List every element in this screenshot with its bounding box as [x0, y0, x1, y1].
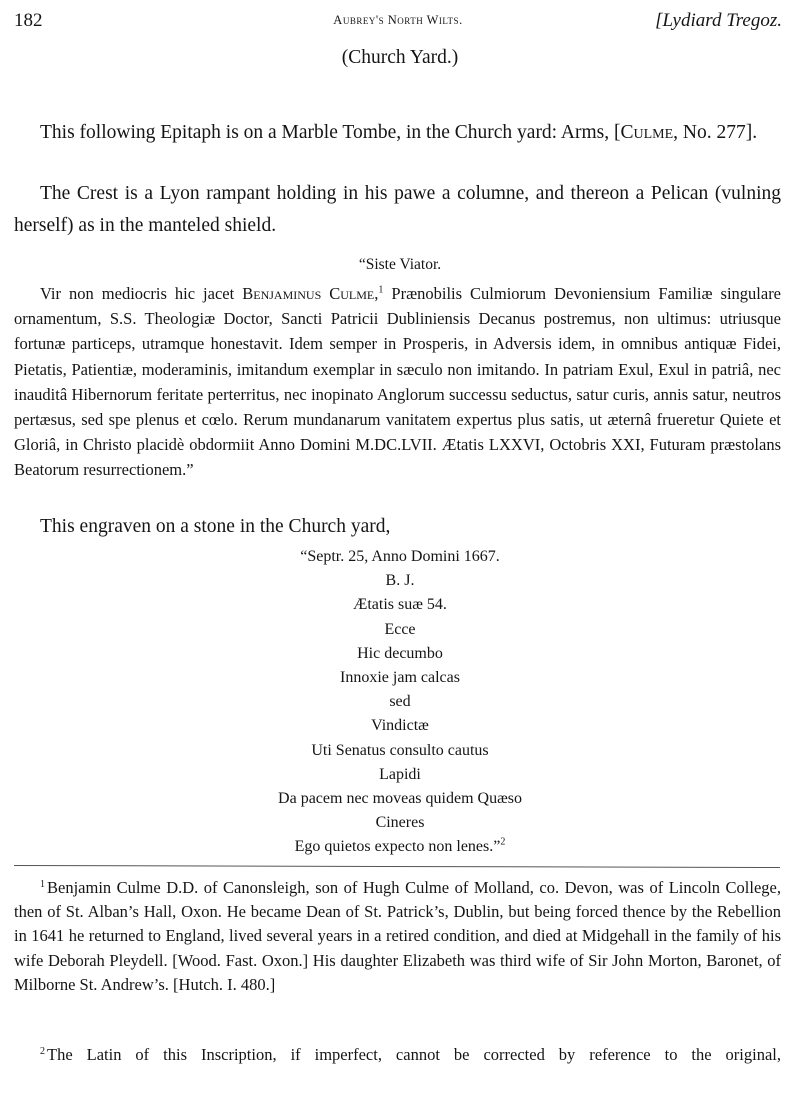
page-number: 182: [14, 10, 43, 31]
arms-name: Culme: [620, 122, 674, 143]
paragraph-stone: This engraven on a stone in the Church yard,: [40, 516, 391, 537]
paragraph-arms: [14, 117, 781, 149]
section-heading: (Church Yard.): [341, 47, 459, 68]
inscription-line-text: Ego quietos expecto non lenes.”: [294, 838, 501, 856]
inscription-line: Uti Senatus consulto cautus: [311, 741, 489, 759]
inscription-line: Ecce: [384, 620, 416, 638]
epitaph-start: Vir non mediocris hic jacet: [40, 284, 243, 303]
running-title: Aubrey's North Wilts.: [333, 13, 463, 27]
running-head: [14, 10, 782, 40]
inscription-line: Innoxie jam calcas: [340, 669, 460, 687]
inscription-line: B. J.: [385, 572, 415, 590]
inscription-line: Vindictæ: [371, 717, 429, 735]
stone-inscription: [0, 545, 800, 860]
inscription-line: Lapidi: [379, 765, 421, 783]
footnote-divider: [14, 865, 780, 868]
epitaph-text: [14, 281, 781, 483]
inscription-line-last: [0, 835, 800, 859]
inscription-line: Hic decumbo: [357, 644, 443, 662]
epitaph-opening: “Siste Viator.: [358, 256, 442, 273]
paragraph-text: This following Epitaph is on a Marble Tombe, in the Church yard: Arms, [: [40, 122, 621, 143]
inscription-line: Da pacem nec moveas quidem Quæso: [278, 790, 522, 808]
footnote-ref-2[interactable]: 2: [500, 837, 506, 849]
inscription-line: Ætatis suæ 54.: [353, 596, 447, 614]
footnote-text: The Latin of this Inscription, if imperfect, cannot be corrected by reference to the original,: [47, 1045, 781, 1064]
footnote-1: [14, 876, 781, 997]
footnote-mark: 1: [40, 878, 45, 890]
footnote-text: Benjamin Culme D.D. of Canonsleigh, son of Hugh Culme of Molland, co. Devon, was of Lincoln College, then of St. Alban’s Hall, Oxon. He became Dean of St. Patrick’s, Dublin, but being forced thence by the Rebellion in 1641 he returned to England, lived several years in a retired condition, and died at Midgehall in the family of his wife Deborah Pleydell. [Wood. Fast. Oxon.] His daughter Elizabeth was third wife of Sir John Morton, Baronet, of Milborne St. Andrew’s. [Hutch. I. 480.]: [14, 878, 781, 994]
epitaph-body: Prænobilis Culmiorum Devoniensium Familiæ singulare ornamentum, S.S. Theologiæ Doctor, Sancti Patricii Dubliniensis Decanus postremus, non ultimus: utriusque fortunæ particeps, utramque honestavit. Idem semper in Prosperis, in Adversis idem, in omnibus antiquæ Fidei, Pietatis, Patientiæ, moderaminis, imitandum exemplar in sæculo non imitando. In patriam Exul, Exul in patriâ, nec inauditâ Hibernorum feritate perterritus, nec inopinato Anglorum successu seductus, satur curis, annis satur, neutros pertæsus, sed spe plenus et cœlo. Rerum mundanarum vanitatem expertus plus satis, ut æternâ frueretur Quiete et Gloriâ, in Christo placidè obdormiit Anno Domini M.DC.LVII. Ætatis LXXVI, Octobris XXI, Futuram præstolans Beatorum resurrectionem.”: [14, 284, 782, 480]
inscription-line: “Septr. 25, Anno Domini 1667.: [300, 548, 500, 565]
inscription-line: sed: [389, 693, 411, 711]
epitaph-name: Benjaminus Culme,: [242, 284, 379, 303]
running-place: [Lydiard Tregoz.: [655, 10, 782, 31]
footnote-2: [14, 1043, 781, 1067]
footnote-ref-1[interactable]: 1: [378, 284, 384, 296]
paragraph-crest: The Crest is a Lyon rampant holding in his pawe a columne, and thereon a Pelican (vulning herself) as in the manteled shield.: [14, 183, 781, 236]
inscription-line: Cineres: [375, 814, 425, 832]
footnote-mark: 2: [40, 1045, 45, 1057]
arms-number: , No. 277].: [673, 122, 758, 143]
